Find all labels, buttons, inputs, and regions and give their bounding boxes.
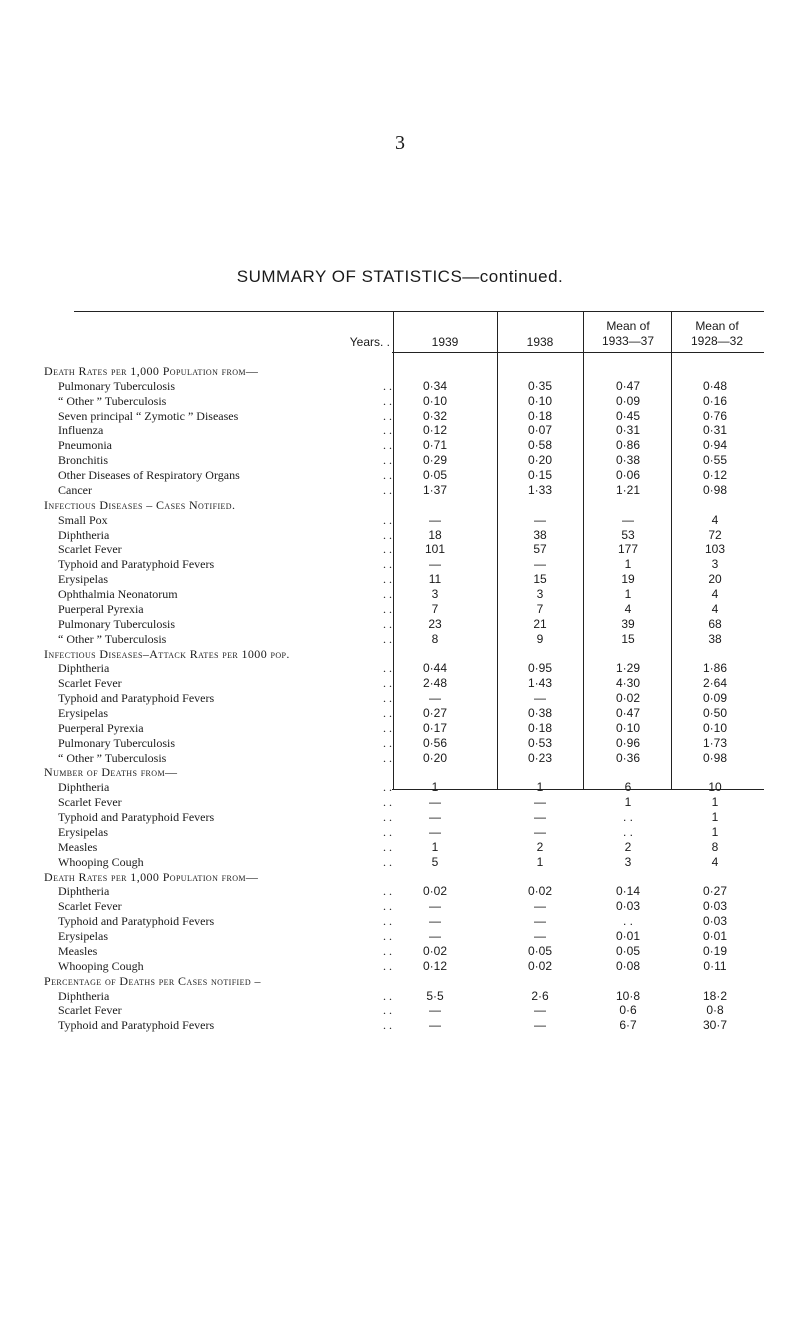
leader-dots: . . (383, 824, 392, 839)
section-heading: Percentage of Deaths per Cases notified – (44, 973, 261, 988)
cell-value: 177 (617, 542, 639, 557)
cell-value: 0·76 (702, 408, 728, 423)
cell-value: 6·7 (619, 1018, 637, 1033)
cell-value: — (534, 691, 546, 706)
cell-value: 1 (536, 780, 544, 795)
row-label: Puerperal Pyrexia (58, 601, 144, 616)
cell-value: — (429, 795, 441, 810)
table-row (44, 660, 764, 676)
cell-value: — (429, 557, 441, 572)
leader-dots: . . (383, 988, 392, 1003)
cell-value: 0·06 (615, 468, 641, 483)
row-label: Diphtheria (58, 884, 110, 899)
row-label: Seven principal “ Zymotic ” Diseases (58, 408, 239, 423)
row-label: Erysipelas (58, 929, 108, 944)
table-row (44, 512, 764, 528)
cell-value: 1 (711, 810, 719, 825)
table-row (44, 750, 764, 766)
cell-value: 2·64 (702, 676, 728, 691)
table-row (44, 720, 764, 736)
section-heading-row (44, 869, 764, 885)
page-number: 3 (395, 132, 405, 154)
table-row (44, 467, 764, 483)
cell-value: 0·10 (702, 720, 728, 735)
cell-value: 1·21 (615, 482, 641, 497)
section-heading-row (44, 363, 764, 379)
cell-value: 3 (431, 587, 439, 602)
leader-dots: . . (383, 482, 392, 497)
cell-value: 21 (533, 616, 547, 631)
cell-value: 0·02 (422, 943, 448, 958)
table-row (44, 690, 764, 706)
cell-value: — (429, 824, 441, 839)
row-label: Bronchitis (58, 453, 108, 468)
cell-value: 4 (711, 601, 719, 616)
row-label: Diphtheria (58, 780, 110, 795)
cell-value: — (534, 899, 546, 914)
cell-value: 4 (711, 587, 719, 602)
table-row (44, 705, 764, 721)
leader-dots: . . (383, 572, 392, 587)
row-label: Scarlet Fever (58, 542, 122, 557)
cell-value: 0·05 (615, 943, 641, 958)
row-label: Whooping Cough (58, 958, 144, 973)
cell-value: 68 (708, 616, 722, 631)
cell-value: 0·31 (615, 423, 641, 438)
cell-value: 0·95 (527, 661, 553, 676)
cell-value: — (429, 899, 441, 914)
cell-value: 0·19 (702, 943, 728, 958)
cell-value: 0·98 (702, 750, 728, 765)
cell-value: — (429, 512, 441, 527)
leader-dots: . . (383, 542, 392, 557)
row-label: Puerperal Pyrexia (58, 720, 144, 735)
cell-value: 1·37 (422, 482, 448, 497)
cell-value: 0·02 (422, 884, 448, 899)
table-row (44, 988, 764, 1004)
leader-dots: . . (383, 958, 392, 973)
cell-value: 15 (533, 572, 547, 587)
section-heading: Death Rates per 1,000 Population from— (44, 364, 259, 378)
leader-dots: . . (383, 884, 392, 899)
cell-value: 0·14 (615, 884, 641, 899)
section-heading-row (44, 497, 764, 513)
cell-value: 72 (708, 527, 722, 542)
cell-value: 103 (704, 542, 726, 557)
cell-value: 0·03 (702, 914, 728, 929)
table-row (44, 1002, 764, 1018)
column-header-1938: 1938 (526, 335, 554, 349)
cell-value: 1 (431, 780, 439, 795)
cell-value: — (622, 512, 634, 527)
cell-value: — (534, 914, 546, 929)
cell-value: 0·17 (422, 720, 448, 735)
cell-value: 0·29 (422, 453, 448, 468)
leader-dots: . . (383, 914, 392, 929)
cell-value: . . (622, 914, 633, 929)
cell-value: 0·45 (615, 408, 641, 423)
row-label: Typhoid and Paratyphoid Fevers (58, 1018, 215, 1033)
row-label: “ Other ” Tuberculosis (58, 631, 167, 646)
cell-value: 6 (624, 780, 632, 795)
leader-dots: . . (383, 468, 392, 483)
years-header: Years. . (349, 335, 390, 349)
cell-value: 23 (428, 616, 442, 631)
row-label: Scarlet Fever (58, 1003, 122, 1018)
row-label: Diphtheria (58, 988, 110, 1003)
cell-value: 0·55 (702, 453, 728, 468)
cell-value: 11 (428, 572, 442, 587)
leader-dots: . . (383, 557, 392, 572)
cell-value: 0·12 (702, 468, 728, 483)
cell-value: 0·02 (527, 884, 553, 899)
row-label: Pulmonary Tuberculosis (58, 378, 176, 393)
cell-value: 1·33 (527, 482, 553, 497)
cell-value: . . (622, 824, 633, 839)
row-label: Measles (58, 839, 98, 854)
cell-value: 0·56 (422, 735, 448, 750)
leader-dots: . . (383, 706, 392, 720)
row-label: Influenza (58, 423, 104, 438)
cell-value: 0·38 (527, 706, 553, 720)
column-header-1939: 1939 (431, 335, 459, 349)
cell-value: 5·5 (426, 988, 444, 1003)
cell-value: 0·01 (615, 929, 641, 944)
cell-value: 38 (533, 527, 547, 542)
leader-dots: . . (383, 720, 392, 735)
table-row (44, 898, 764, 914)
cell-value: 0·34 (422, 378, 448, 393)
cell-value: 0·50 (702, 706, 728, 720)
cell-value: 1·29 (615, 661, 641, 676)
table-row (44, 824, 764, 840)
cell-value: 0·18 (527, 720, 553, 735)
cell-value: 4 (624, 601, 632, 616)
leader-dots: . . (383, 512, 392, 527)
table-row (44, 839, 764, 855)
cell-value: — (429, 810, 441, 825)
cell-value: 0·16 (702, 393, 728, 408)
cell-value: 0·23 (527, 750, 553, 765)
table-row (44, 794, 764, 810)
cell-value: 4 (711, 854, 719, 869)
row-label: Ophthalmia Neonatorum (58, 587, 178, 602)
cell-value: 4 (711, 512, 719, 527)
leader-dots: . . (383, 453, 392, 468)
cell-value: — (534, 1003, 546, 1018)
table-row (44, 541, 764, 557)
cell-value: 0·18 (527, 408, 553, 423)
cell-value: 0·27 (702, 884, 728, 899)
cell-value: 1·86 (702, 661, 728, 676)
cell-value: 0·38 (615, 453, 641, 468)
row-label: Measles (58, 943, 98, 958)
row-label: Other Diseases of Respiratory Organs (58, 468, 240, 483)
row-label: Whooping Cough (58, 854, 144, 869)
leader-dots: . . (383, 1003, 392, 1018)
table-row (44, 854, 764, 870)
row-label: Small Pox (58, 512, 108, 527)
cell-value: 1 (711, 824, 719, 839)
section-heading: Death Rates per 1,000 Population from— (44, 869, 259, 884)
cell-value: 19 (621, 572, 635, 587)
cell-value: — (429, 691, 441, 706)
cell-value: 1 (624, 795, 632, 810)
cell-value: 0·12 (422, 423, 448, 438)
table-row (44, 393, 764, 409)
page-title: SUMMARY OF STATISTICS—continued. (236, 267, 564, 286)
row-label: Pneumonia (58, 438, 112, 453)
cell-value: 1·43 (527, 676, 553, 691)
cell-value: — (429, 929, 441, 944)
cell-value: 0·71 (422, 438, 448, 453)
cell-value: 3 (536, 587, 544, 602)
row-label: Typhoid and Paratyphoid Fevers (58, 810, 215, 825)
cell-value: 0·96 (615, 735, 641, 750)
cell-value: 0·27 (422, 706, 448, 720)
cell-value: 18 (428, 527, 442, 542)
table-top-rule (74, 311, 764, 312)
cell-value: 3 (711, 557, 719, 572)
table-row (44, 482, 764, 498)
cell-value: 4·30 (615, 676, 641, 691)
cell-value: 2 (536, 839, 544, 854)
cell-value: 0·02 (527, 958, 553, 973)
cell-value: 0·94 (702, 438, 728, 453)
table-row (44, 586, 764, 602)
cell-value: 0·05 (422, 468, 448, 483)
section-heading: Infectious Diseases – Cases Notified. (44, 497, 236, 512)
cell-value: — (534, 810, 546, 825)
section-heading: Number of Deaths from— (44, 765, 178, 780)
table-row (44, 437, 764, 453)
row-label: Scarlet Fever (58, 676, 122, 691)
table-row (44, 601, 764, 617)
leader-dots: . . (383, 527, 392, 542)
cell-value: 0·10 (422, 393, 448, 408)
cell-value: 0·09 (615, 393, 641, 408)
section-heading-row (44, 973, 764, 989)
cell-value: 10 (708, 780, 722, 795)
cell-value: 0·05 (527, 943, 553, 958)
row-label: Pulmonary Tuberculosis (58, 616, 176, 631)
cell-value: 0·58 (527, 438, 553, 453)
cell-value: 0·31 (702, 423, 728, 438)
table-row (44, 943, 764, 959)
leader-dots: . . (383, 587, 392, 602)
cell-value: 0·03 (702, 899, 728, 914)
cell-value: . . (622, 810, 633, 825)
cell-value: 15 (621, 631, 635, 646)
leader-dots: . . (383, 810, 392, 825)
cell-value: 7 (431, 601, 439, 616)
leader-dots: . . (383, 438, 392, 453)
row-label: Cancer (58, 482, 92, 497)
table-row (44, 809, 764, 825)
cell-value: 0·44 (422, 661, 448, 676)
cell-value: 30·7 (702, 1018, 728, 1033)
cell-value: 0·98 (702, 482, 728, 497)
leader-dots: . . (383, 839, 392, 854)
table-row (44, 883, 764, 899)
table-row (44, 928, 764, 944)
leader-dots: . . (383, 750, 392, 765)
leader-dots: . . (383, 929, 392, 944)
cell-value: 0·09 (702, 691, 728, 706)
cell-value: 0·32 (422, 408, 448, 423)
table-row (44, 571, 764, 587)
table-row (44, 631, 764, 647)
cell-value: — (429, 1018, 441, 1033)
row-label: Diphtheria (58, 661, 110, 676)
leader-dots: . . (383, 661, 392, 676)
leader-dots: . . (383, 423, 392, 438)
leader-dots: . . (383, 601, 392, 616)
leader-dots: . . (383, 943, 392, 958)
row-label: Diphtheria (58, 527, 110, 542)
header-rule (392, 352, 764, 353)
section-heading: Infectious Diseases–Attack Rates per 1000 pop. (44, 646, 290, 661)
row-label: Scarlet Fever (58, 899, 122, 914)
cell-value: 1 (624, 557, 632, 572)
leader-dots: . . (383, 616, 392, 631)
cell-value: 0·8 (706, 1003, 724, 1018)
row-label: Pulmonary Tuberculosis (58, 735, 176, 750)
cell-value: 0·01 (702, 929, 728, 944)
cell-value: 0·47 (615, 378, 641, 393)
cell-value: 7 (536, 601, 544, 616)
table-row (44, 452, 764, 468)
cell-value: 0·86 (615, 438, 641, 453)
cell-value: 101 (424, 542, 446, 557)
table-row (44, 735, 764, 751)
cell-value: 0·36 (615, 750, 641, 765)
leader-dots: . . (383, 780, 392, 795)
cell-value: 1 (624, 587, 632, 602)
table-row (44, 527, 764, 543)
section-heading-row (44, 646, 764, 662)
cell-value: 1 (711, 795, 719, 810)
cell-value: 9 (536, 631, 544, 646)
leader-dots: . . (383, 408, 392, 423)
row-label: Typhoid and Paratyphoid Fevers (58, 691, 215, 706)
cell-value: 0·6 (619, 1003, 637, 1018)
leader-dots: . . (383, 378, 392, 393)
leader-dots: . . (383, 854, 392, 869)
cell-value: 1·73 (702, 735, 728, 750)
cell-value: 0·53 (527, 735, 553, 750)
table-row (44, 408, 764, 424)
leader-dots: . . (383, 631, 392, 646)
cell-value: 0·03 (615, 899, 641, 914)
cell-value: — (534, 795, 546, 810)
leader-dots: . . (383, 1018, 392, 1033)
leader-dots: . . (383, 676, 392, 691)
table-row (44, 378, 764, 394)
cell-value: — (534, 824, 546, 839)
cell-value: 20 (708, 572, 722, 587)
cell-value: — (534, 557, 546, 572)
cell-value: 0·12 (422, 958, 448, 973)
cell-value: — (429, 1003, 441, 1018)
leader-dots: . . (383, 393, 392, 408)
row-label: Typhoid and Paratyphoid Fevers (58, 914, 215, 929)
row-label: Erysipelas (58, 824, 108, 839)
cell-value: 2 (624, 839, 632, 854)
row-label: Typhoid and Paratyphoid Fevers (58, 557, 215, 572)
row-label: Scarlet Fever (58, 795, 122, 810)
cell-value: 0·47 (615, 706, 641, 720)
table-row (44, 422, 764, 438)
cell-value: 0·20 (527, 453, 553, 468)
column-header-mean-1928-32: Mean of 1928—32 (690, 319, 744, 348)
cell-value: 0·02 (615, 691, 641, 706)
cell-value: 10·8 (615, 988, 641, 1003)
cell-value: 53 (621, 527, 635, 542)
cell-value: 38 (708, 631, 722, 646)
row-label: “ Other ” Tuberculosis (58, 393, 167, 408)
statistics-table (44, 311, 764, 1033)
row-label: Erysipelas (58, 572, 108, 587)
cell-value: 57 (533, 542, 547, 557)
table-row (44, 913, 764, 929)
cell-value: 18·2 (702, 988, 728, 1003)
table-row (44, 675, 764, 691)
cell-value: 2·48 (422, 676, 448, 691)
column-header-mean-1933-37: Mean of 1933—37 (601, 319, 655, 348)
cell-value: — (534, 512, 546, 527)
table-row (44, 1017, 764, 1033)
section-heading-row (44, 764, 764, 780)
row-label: “ Other ” Tuberculosis (58, 750, 167, 765)
cell-value: 0·08 (615, 958, 641, 973)
row-label: Erysipelas (58, 706, 108, 720)
cell-value: 1 (431, 839, 439, 854)
cell-value: 5 (431, 854, 439, 869)
cell-value: 8 (711, 839, 719, 854)
leader-dots: . . (383, 899, 392, 914)
table-row (44, 779, 764, 795)
cell-value: 0·35 (527, 378, 553, 393)
cell-value: 8 (431, 631, 439, 646)
leader-dots: . . (383, 795, 392, 810)
leader-dots: . . (383, 735, 392, 750)
cell-value: 0·10 (527, 393, 553, 408)
table-row (44, 556, 764, 572)
table-row (44, 616, 764, 632)
table-row (44, 958, 764, 974)
cell-value: — (534, 1018, 546, 1033)
cell-value: — (534, 929, 546, 944)
cell-value: 39 (621, 616, 635, 631)
cell-value: 0·11 (703, 958, 727, 973)
cell-value: 1 (536, 854, 544, 869)
cell-value: 2·6 (531, 988, 549, 1003)
cell-value: 0·10 (615, 720, 641, 735)
cell-value: 0·07 (527, 423, 553, 438)
leader-dots: . . (383, 691, 392, 706)
cell-value: 0·20 (422, 750, 448, 765)
cell-value: 3 (624, 854, 632, 869)
cell-value: — (429, 914, 441, 929)
cell-value: 0·48 (702, 378, 728, 393)
cell-value: 0·15 (527, 468, 553, 483)
